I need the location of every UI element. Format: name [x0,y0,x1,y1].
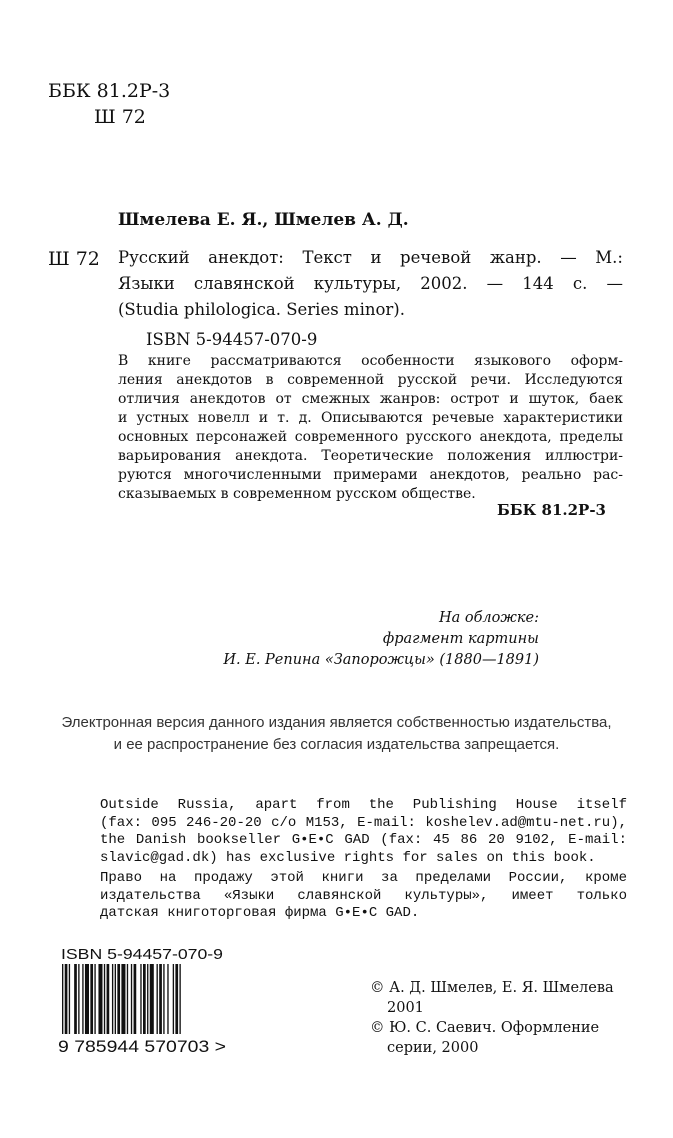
isbn: ISBN 5-94457-070-9 [146,330,318,349]
barcode-bar [127,964,128,1034]
barcode-digits: 9 785944 570703 > [58,1037,227,1054]
author-mark: Ш 72 [94,106,146,128]
isbn-barcode [58,944,228,1054]
barcode-bar [107,964,110,1034]
russian-line: издательства «Языки славянской культуры», имеет только [100,887,627,904]
barcode-bar [121,964,125,1034]
abstract-line: сказываемых в современном русском обществе. [118,486,476,502]
barcode-bar [143,964,146,1034]
notice-line: Электронная версия данного издания является собственностью издательства, [61,714,612,731]
notice-line: и ее распространение без согласия издательства запрещается. [113,736,560,753]
barcode-isbn-label: ISBN 5-94457-070-9 [61,946,223,963]
cover-note-line: И. Е. Репина «Запорожцы» (1880—1891) [223,652,539,668]
russian-line: датская книготорговая фирма G•E•C GAD. [100,905,420,921]
bib-line: Русский анекдот: Текст и речевой жанр. — М.: [118,248,623,267]
barcode-bar [131,964,132,1034]
catalog-author-mark: Ш 72 [48,248,100,270]
barcode-bar [175,964,178,1034]
barcode-bar [74,964,77,1034]
abstract-line: В книге рассматриваются особенности языкового оформ- [118,353,623,369]
barcode-bar [157,964,158,1034]
bibliographic-description [118,245,623,323]
bbk-classification: ББК 81.2Р-3 [48,80,171,102]
barcode-bar [85,964,89,1034]
barcode-bar [150,964,154,1034]
abstract-line: основных персонажей современного русского анекдота, пределы [118,429,623,445]
copyright-authors: © А. Д. Шмелев, Е. Я. Шмелева [370,980,614,996]
abstract [118,352,623,504]
barcode-bar [173,964,174,1034]
copyright-design: © Ю. С. Саевич. Оформление [370,1020,600,1036]
barcode-bar [65,964,68,1034]
barcode-bar [117,964,120,1034]
barcode-bar [115,964,116,1034]
cover-note-line: фрагмент картины [382,631,539,647]
abstract-line: руются многочисленными примерами анекдотов, реально рас- [118,467,623,483]
barcode-bar [82,964,83,1034]
barcode-bar [62,964,63,1034]
copyright-authors-year: 2001 [387,1000,424,1016]
abstract-line: варьирования анекдота. Теоретические положения иллюстри- [118,448,623,464]
barcode-bar [112,964,113,1034]
barcode-bar [98,964,102,1034]
catalog-authors: Шмелева Е. Я., Шмелев А. Д. [118,210,409,230]
bbk-code: ББК 81.2Р-3 [497,501,606,519]
barcode-bar [104,964,105,1034]
barcode-bar [69,964,70,1034]
barcode-bar [140,964,141,1034]
english-line: (fax: 095 246-20-20 c/o M153, E-mail: koshelev.ad@mtu-net.ru), [100,814,627,831]
barcode-bar [78,964,79,1034]
cover-note [223,608,539,671]
abstract-line: ления анекдотов в современной русской речи. Исследуются [118,372,623,388]
barcode-bar [179,964,180,1034]
distribution-notice [100,797,627,923]
barcode-bar [134,964,137,1034]
english-line: Outside Russia, apart from the Publishing House itself [100,797,627,813]
barcode-bar [147,964,148,1034]
cover-note-line: На обложке: [438,610,539,626]
barcode-bar [167,964,168,1034]
russian-line: Право на продажу этой книги за пределами России, кроме [100,870,627,886]
english-line: the Danish bookseller G•E•C GAD (fax: 45 86 20 9102, E-mail: [100,832,627,848]
copyright-block [370,978,614,1058]
barcode-bars [62,964,181,1034]
barcode-bar [163,964,164,1034]
electronic-notice [0,712,673,756]
abstract-line: и устных новелл и т. д. Описываются речевые характеристики [118,410,623,426]
english-line: slavic@gad.dk) has exclusive rights for sales on this book. [100,849,596,866]
barcode-bar [159,964,162,1034]
abstract-line: отличия анекдотов от смежных жанров: острот и шуток, баек [118,391,623,407]
bib-line: Языки славянской культуры, 2002. — 144 с. — [118,274,623,293]
barcode-bar [90,964,93,1034]
barcode-bar [94,964,95,1034]
bib-line: (Studia philologica. Series minor). [118,300,405,319]
copyright-design-year: серии, 2000 [387,1040,479,1056]
